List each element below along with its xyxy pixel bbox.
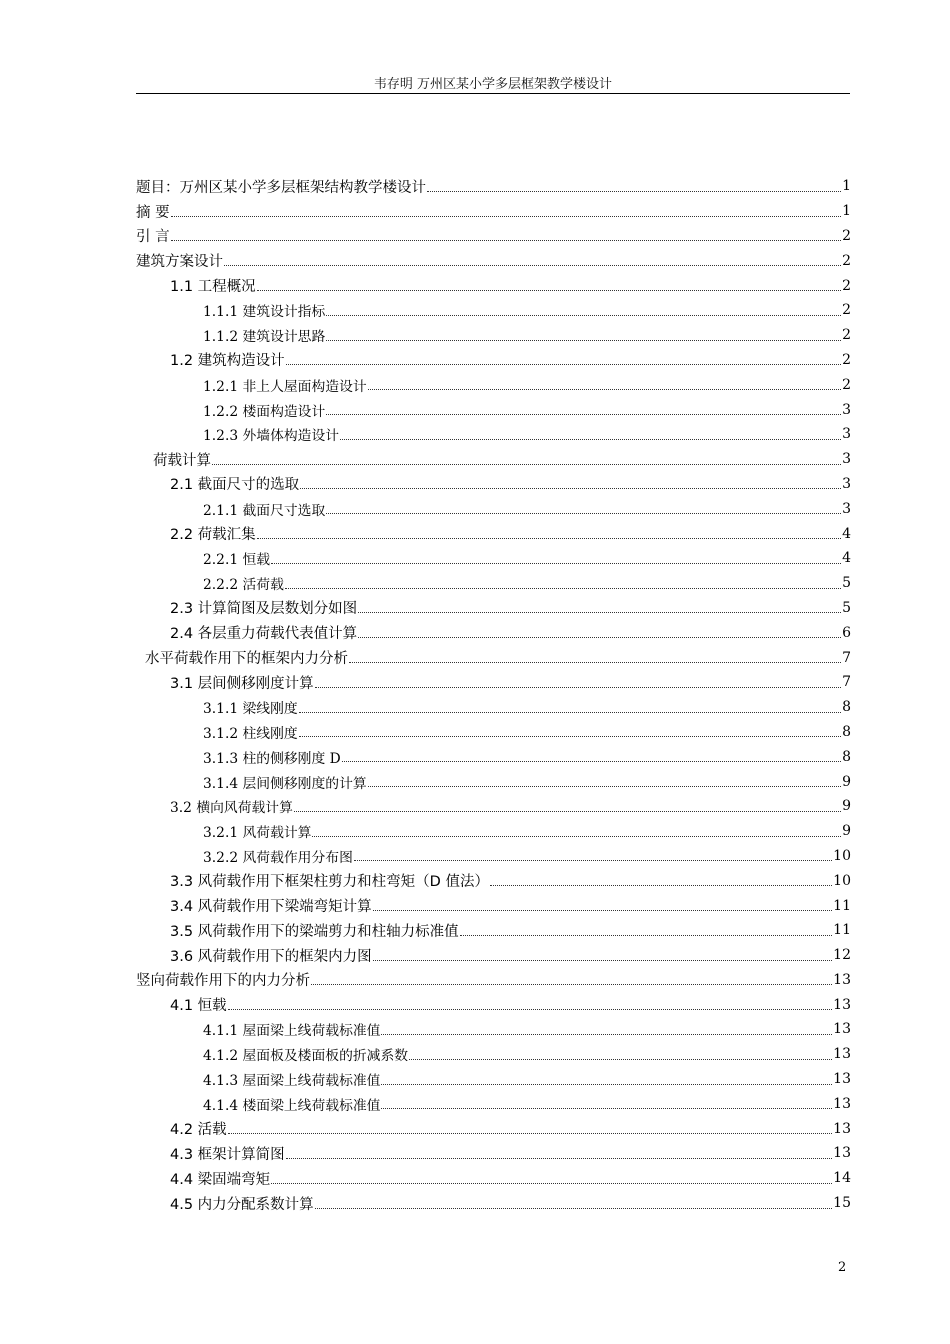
toc-dot-leader bbox=[490, 885, 832, 886]
toc-entry-title: 3.1.2 柱线刚度 bbox=[203, 725, 298, 742]
toc-dot-leader bbox=[257, 290, 841, 291]
toc-entry-page: 8 bbox=[842, 699, 851, 716]
toc-entry[interactable] bbox=[0, 1141, 950, 1166]
toc-entry[interactable] bbox=[0, 298, 950, 323]
toc-dot-leader bbox=[354, 860, 832, 861]
toc-entry-title: 4.5 内力分配系数计算 bbox=[170, 1196, 314, 1213]
toc-entry-title: 3.6 风荷载作用下的框架内力图 bbox=[170, 948, 372, 965]
toc-entry-title: 4.1.1 屋面梁上线荷载标准值 bbox=[203, 1023, 381, 1040]
toc-entry-page: 5 bbox=[842, 599, 851, 616]
toc-dot-leader bbox=[271, 1183, 832, 1184]
toc-entry-page: 11 bbox=[833, 897, 851, 914]
toc-dot-leader bbox=[460, 935, 833, 936]
page-header: 韦存明 万州区某小学多层框架教学楼设计 bbox=[136, 76, 850, 94]
toc-entry[interactable] bbox=[0, 1166, 950, 1191]
toc-entry-page: 13 bbox=[833, 1046, 851, 1063]
toc-entry-page: 13 bbox=[833, 1145, 851, 1162]
toc-entry[interactable] bbox=[0, 620, 950, 645]
toc-entry[interactable] bbox=[0, 571, 950, 596]
toc-dot-leader bbox=[271, 563, 841, 564]
toc-entry-page: 5 bbox=[842, 575, 851, 592]
toc-entry-page: 15 bbox=[833, 1195, 851, 1212]
toc-entry[interactable] bbox=[0, 348, 950, 373]
toc-entry[interactable] bbox=[0, 199, 950, 224]
toc-entry-title: 4.2 活载 bbox=[170, 1122, 227, 1139]
toc-dot-leader bbox=[368, 786, 841, 787]
toc-entry[interactable] bbox=[0, 1116, 950, 1141]
toc-entry-title: 2.1.1 截面尺寸选取 bbox=[203, 502, 326, 519]
toc-dot-leader bbox=[285, 588, 841, 589]
toc-entry-title: 3.3 风荷载作用下框架柱剪力和柱弯矩（D 值法） bbox=[170, 874, 489, 891]
toc-entry-title: 2.2.1 恒载 bbox=[203, 552, 271, 569]
toc-dot-leader bbox=[228, 1133, 833, 1134]
page-number: 2 bbox=[838, 1260, 847, 1275]
toc-entry-page: 11 bbox=[833, 922, 851, 939]
toc-entry-page: 2 bbox=[842, 376, 851, 393]
toc-entry[interactable] bbox=[0, 224, 950, 249]
toc-entry-title: 4.1.2 屋面板及楼面板的折减系数 bbox=[203, 1048, 409, 1065]
toc-entry[interactable] bbox=[0, 819, 950, 844]
toc-dot-leader bbox=[224, 265, 841, 266]
toc-entry-title: 1.2 建筑构造设计 bbox=[170, 353, 285, 370]
toc-dot-leader bbox=[171, 240, 841, 241]
toc-dot-leader bbox=[358, 637, 841, 638]
toc-entry-page: 2 bbox=[842, 277, 851, 294]
toc-entry-title: 1.1.1 建筑设计指标 bbox=[203, 304, 326, 321]
toc-entry-page: 7 bbox=[842, 674, 851, 691]
toc-entry[interactable] bbox=[0, 546, 950, 571]
toc-dot-leader bbox=[427, 191, 841, 192]
toc-entry-page: 2 bbox=[842, 252, 851, 269]
toc-entry[interactable] bbox=[0, 645, 950, 670]
toc-dot-leader bbox=[381, 1084, 832, 1085]
toc-entry-title: 4.3 框架计算简图 bbox=[170, 1146, 285, 1163]
toc-dot-leader bbox=[312, 836, 841, 837]
toc-entry-title: 3.1.3 柱的侧移刚度 D bbox=[203, 750, 341, 767]
toc-dot-leader bbox=[212, 464, 841, 465]
toc-dot-leader bbox=[349, 662, 841, 663]
toc-entry-page: 2 bbox=[842, 327, 851, 344]
toc-entry-page: 8 bbox=[842, 748, 851, 765]
toc-entry[interactable] bbox=[0, 372, 950, 397]
toc-entry-title: 1.1.2 建筑设计思路 bbox=[203, 329, 326, 346]
toc-entry-page: 6 bbox=[842, 624, 851, 641]
toc-dot-leader bbox=[326, 513, 841, 514]
toc-entry[interactable] bbox=[0, 1091, 950, 1116]
toc-entry-title: 引 言 bbox=[136, 229, 170, 246]
toc-entry[interactable] bbox=[0, 992, 950, 1017]
toc-entry[interactable] bbox=[0, 744, 950, 769]
toc-entry-page: 12 bbox=[833, 947, 851, 964]
toc-entry-page: 13 bbox=[833, 1071, 851, 1088]
toc-entry[interactable] bbox=[0, 720, 950, 745]
toc-entry-page: 14 bbox=[833, 1170, 851, 1187]
toc-entry-title: 题目：万州区某小学多层框架结构教学楼设计 bbox=[136, 179, 426, 196]
toc-entry-page: 2 bbox=[842, 302, 851, 319]
toc-entry-title: 水平荷载作用下的框架内力分析 bbox=[145, 651, 348, 668]
toc-entry-title: 3.1.4 层间侧移刚度的计算 bbox=[203, 775, 367, 792]
toc-entry-page: 13 bbox=[833, 1120, 851, 1137]
toc-entry-page: 1 bbox=[842, 203, 851, 220]
toc-dot-leader bbox=[381, 1108, 832, 1109]
toc-entry[interactable] bbox=[0, 273, 950, 298]
toc-entry[interactable] bbox=[0, 968, 950, 993]
toc-entry-title: 竖向荷载作用下的内力分析 bbox=[136, 973, 310, 990]
toc-entry-title: 2.2 荷载汇集 bbox=[170, 527, 256, 544]
toc-entry-title: 荷载计算 bbox=[153, 452, 211, 469]
toc-entry-title: 3.1.1 梁线刚度 bbox=[203, 701, 298, 718]
toc-entry[interactable] bbox=[0, 868, 950, 893]
toc-entry-title: 4.4 梁固端弯矩 bbox=[170, 1171, 271, 1188]
toc-entry-title: 3.4 风荷载作用下梁端弯矩计算 bbox=[170, 899, 372, 915]
toc-dot-leader bbox=[373, 910, 833, 911]
toc-entry[interactable] bbox=[0, 422, 950, 447]
toc-entry[interactable] bbox=[0, 1191, 950, 1216]
toc-dot-leader bbox=[300, 488, 841, 489]
toc-entry-title: 3.5 风荷载作用下的梁端剪力和柱轴力标准值 bbox=[170, 923, 459, 940]
toc-entry-page: 7 bbox=[842, 649, 851, 666]
toc-entry[interactable] bbox=[0, 596, 950, 621]
toc-dot-leader bbox=[228, 1009, 833, 1010]
toc-entry[interactable] bbox=[0, 174, 950, 199]
toc-entry-title: 建筑方案设计 bbox=[136, 254, 223, 271]
toc-entry[interactable] bbox=[0, 943, 950, 968]
toc-dot-leader bbox=[368, 389, 841, 390]
toc-entry-page: 3 bbox=[842, 475, 851, 492]
toc-entry[interactable] bbox=[0, 521, 950, 546]
toc-entry-page: 13 bbox=[833, 1095, 851, 1112]
toc-entry-page: 9 bbox=[842, 798, 851, 815]
toc-dot-leader bbox=[286, 1158, 833, 1159]
toc-dot-leader bbox=[340, 439, 841, 440]
toc-dot-leader bbox=[326, 315, 841, 316]
toc-entry-title: 3.2 横向风荷载计算 bbox=[170, 800, 293, 817]
toc-dot-leader bbox=[315, 1208, 833, 1209]
toc-dot-leader bbox=[286, 364, 841, 365]
toc-entry-page: 3 bbox=[842, 401, 851, 418]
toc-entry-title: 2.2.2 活荷载 bbox=[203, 577, 284, 594]
toc-entry-page: 9 bbox=[842, 773, 851, 790]
toc-entry[interactable] bbox=[0, 447, 950, 472]
toc-dot-leader bbox=[311, 984, 832, 985]
toc-entry[interactable] bbox=[0, 769, 950, 794]
toc-dot-leader bbox=[373, 960, 833, 961]
toc-entry[interactable] bbox=[0, 472, 950, 497]
toc-entry-page: 2 bbox=[842, 351, 851, 368]
toc-entry-title: 3.1 层间侧移刚度计算 bbox=[170, 675, 314, 692]
toc-entry-title: 摘 要 bbox=[136, 204, 170, 221]
toc-entry[interactable] bbox=[0, 248, 950, 273]
toc-entry[interactable] bbox=[0, 1042, 950, 1067]
toc-entry[interactable] bbox=[0, 794, 950, 819]
toc-entry-page: 3 bbox=[842, 426, 851, 443]
toc-entry-title: 1.2.1 非上人屋面构造设计 bbox=[203, 378, 367, 395]
toc-entry-title: 4.1.4 楼面梁上线荷载标准值 bbox=[203, 1097, 381, 1114]
toc-entry-page: 8 bbox=[842, 723, 851, 740]
toc-entry-page: 3 bbox=[842, 500, 851, 517]
toc-entry-title: 2.4 各层重力荷载代表值计算 bbox=[170, 626, 358, 643]
toc-dot-leader bbox=[315, 687, 841, 688]
toc-entry[interactable] bbox=[0, 323, 950, 348]
toc-entry[interactable] bbox=[0, 1017, 950, 1042]
toc-entry[interactable] bbox=[0, 496, 950, 521]
toc-entry-title: 2.1 截面尺寸的选取 bbox=[170, 477, 300, 494]
toc-entry-page: 13 bbox=[833, 971, 851, 988]
toc-dot-leader bbox=[326, 414, 841, 415]
toc-entry[interactable] bbox=[0, 918, 950, 943]
toc-entry-title: 3.2.2 风荷载作用分布图 bbox=[203, 849, 353, 866]
toc-entry-page: 13 bbox=[833, 1021, 851, 1038]
toc-entry-page: 4 bbox=[842, 550, 851, 567]
toc-dot-leader bbox=[342, 761, 841, 762]
toc-entry-page: 1 bbox=[842, 178, 851, 195]
toc-entry-page: 3 bbox=[842, 451, 851, 468]
toc-dot-leader bbox=[381, 1034, 832, 1035]
toc-entry-title: 4.1.3 屋面梁上线荷载标准值 bbox=[203, 1073, 381, 1090]
toc-entry-page: 10 bbox=[833, 872, 851, 889]
toc-entry[interactable] bbox=[0, 670, 950, 695]
toc-entry-page: 13 bbox=[833, 996, 851, 1013]
toc-entry-page: 2 bbox=[842, 227, 851, 244]
toc-dot-leader bbox=[257, 538, 841, 539]
toc-entry[interactable] bbox=[0, 844, 950, 869]
toc-entry-page: 4 bbox=[842, 525, 851, 542]
toc-dot-leader bbox=[326, 340, 841, 341]
toc-dot-leader bbox=[358, 612, 841, 613]
toc-entry-title: 2.3 计算简图及层数划分如图 bbox=[170, 601, 358, 618]
toc-entry-title: 1.2.3 外墙体构造设计 bbox=[203, 428, 340, 445]
toc-dot-leader bbox=[299, 736, 841, 737]
toc-dot-leader bbox=[171, 216, 841, 217]
toc-entry-title: 4.1 恒载 bbox=[170, 998, 227, 1015]
toc-entry-title: 3.2.1 风荷载计算 bbox=[203, 825, 312, 842]
toc-entry[interactable] bbox=[0, 397, 950, 422]
toc-entry[interactable] bbox=[0, 1067, 950, 1092]
toc-entry-title: 1.1 工程概况 bbox=[170, 279, 256, 296]
toc-dot-leader bbox=[409, 1059, 832, 1060]
toc-entry-page: 10 bbox=[833, 847, 851, 864]
toc-entry-page: 9 bbox=[842, 823, 851, 840]
toc-dot-leader bbox=[294, 811, 841, 812]
toc-dot-leader bbox=[299, 712, 841, 713]
table-of-contents bbox=[0, 174, 950, 1215]
toc-entry[interactable] bbox=[0, 893, 950, 918]
toc-entry[interactable] bbox=[0, 695, 950, 720]
toc-entry-title: 1.2.2 楼面构造设计 bbox=[203, 403, 326, 420]
